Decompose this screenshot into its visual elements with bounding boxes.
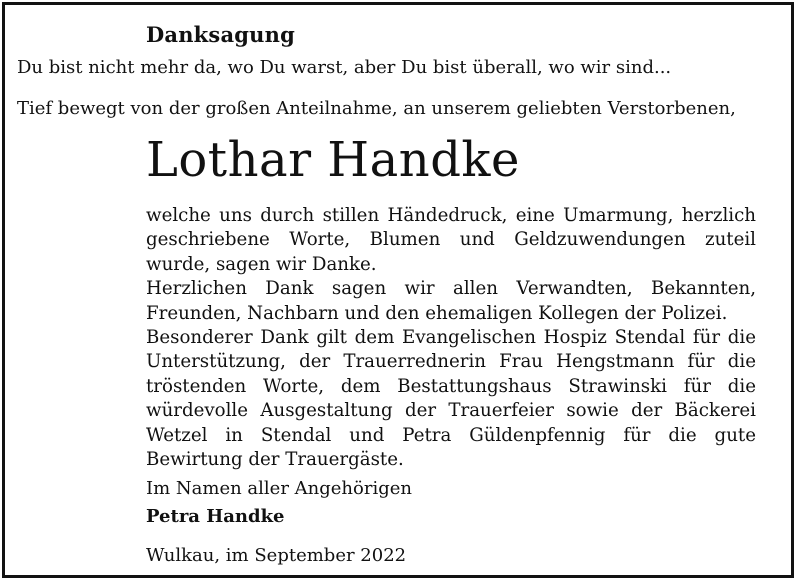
closing-line: Im Namen aller Angehörigen: [146, 478, 412, 499]
notice-title: Danksagung: [146, 22, 295, 47]
notice-body: [146, 204, 756, 472]
notice-subtitle: Du bist nicht mehr da, wo Du warst, aber Du bist überall, wo wir sind...: [17, 57, 672, 78]
body-paragraph-relatives: Herzlichen Dank sagen wir allen Verwandten, Bekannten, Freunden, Nachbarn und den ehemaligen Kollegen der Polizei.: [146, 278, 756, 324]
body-paragraph-thanks: welche uns durch stillen Händedruck, eine Umarmung, herzlich geschriebene Worte, Blumen und Geldzuwendungen zuteil wurde, sagen wir Danke.: [146, 205, 756, 275]
deceased-name: Lothar Handke: [146, 132, 520, 188]
notice-intro: Tief bewegt von der großen Anteilnahme, an unserem geliebten Verstorbenen,: [17, 98, 736, 119]
body-paragraph-special-thanks: Besonderer Dank gilt dem Evangelischen Hospiz Stendal für die Unterstützung, der Trauerrednerin Frau Hengstmann für die tröstenden Worte, dem Bestattungshaus Strawinski für die würdevolle Ausgestaltung der Trauerfeier sowie der Bäckerei Wetzel in Stendal und Petra Güldenpfennig für die gute Bewirtung der Trauergäste.: [146, 327, 756, 471]
signature-name: Petra Handke: [146, 506, 285, 527]
place-date: Wulkau, im September 2022: [146, 545, 407, 566]
